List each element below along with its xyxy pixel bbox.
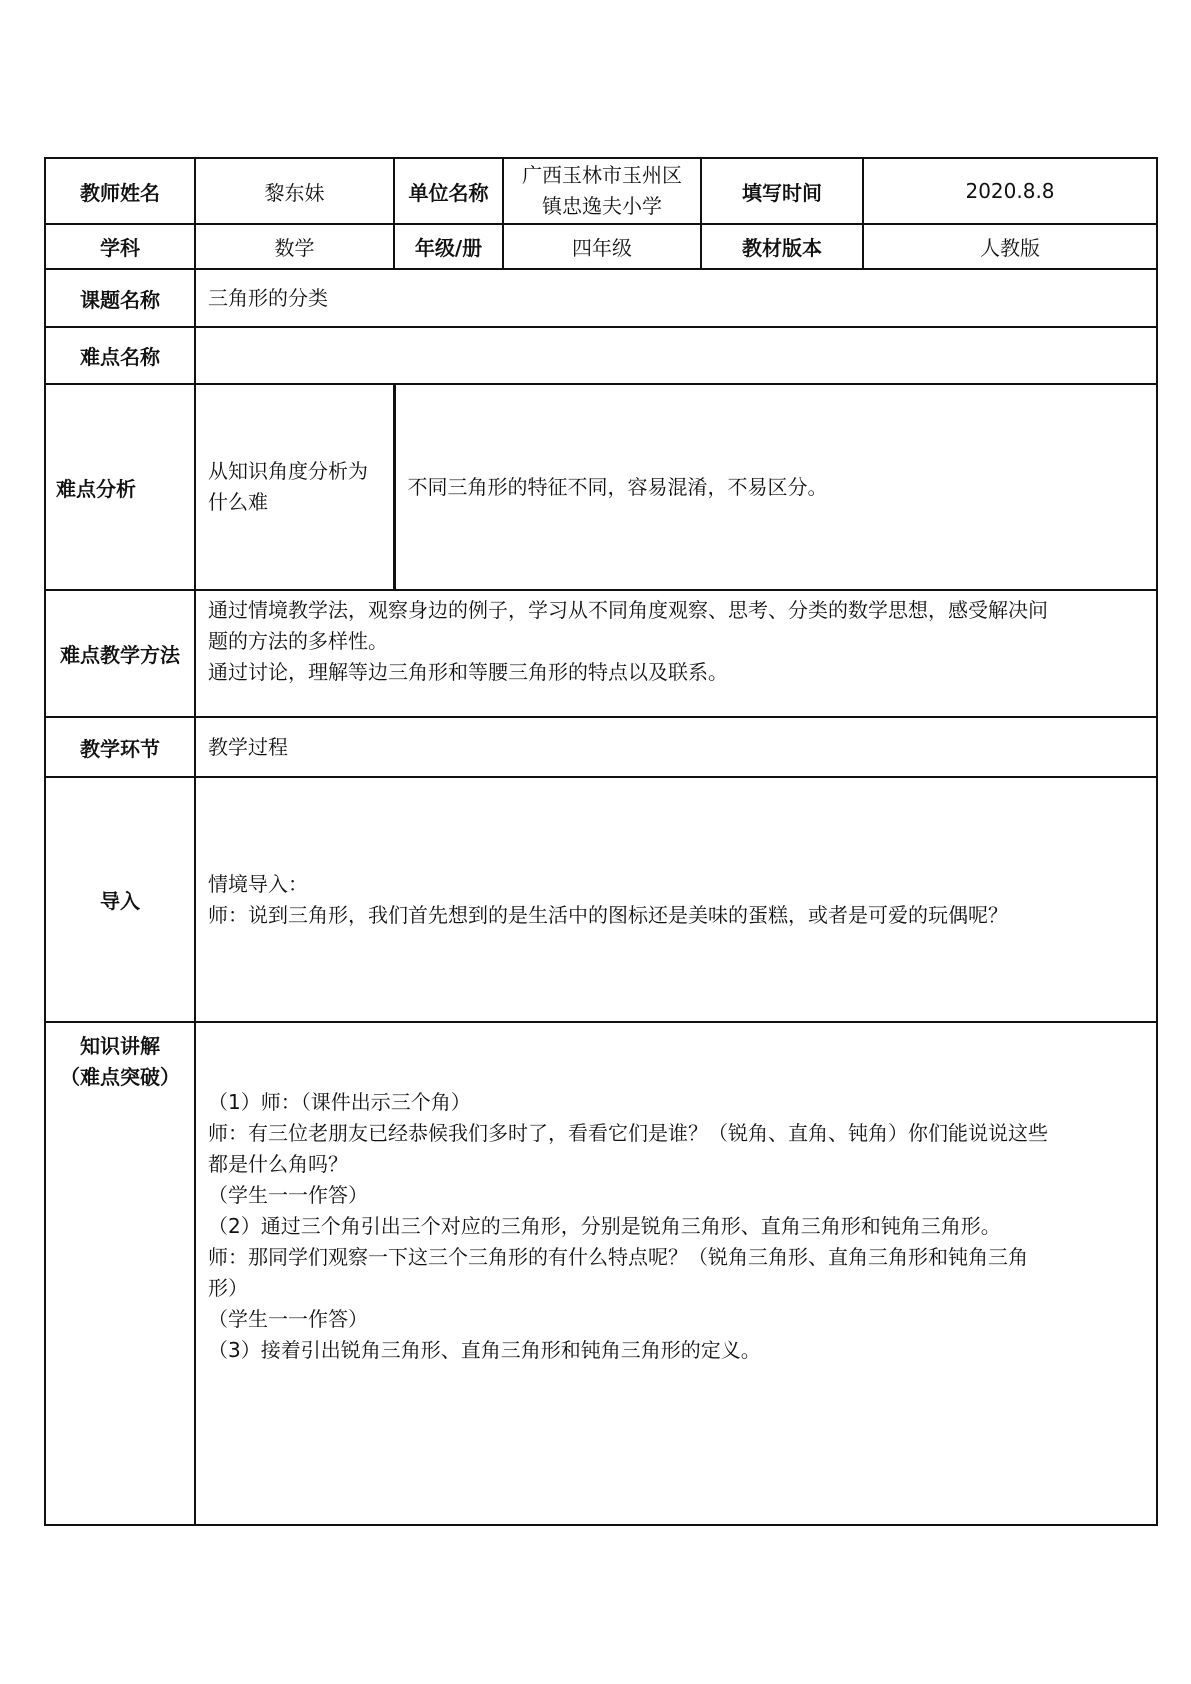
analysis-sublabel-line2: 什么难 [208,490,268,514]
explain-line: 师：那同学们观察一下这三个三角形的有什么特点呢？（锐角三角形、直角三角形和钝角三角 [208,1245,1028,1269]
row-teacher [45,158,1157,224]
intro-content [195,777,1157,1022]
form-table [44,157,1158,1526]
analysis-sublabel [195,384,394,590]
process-label: 教学环节 [45,717,195,777]
teacher-name-value: 黎东妹 [195,158,394,224]
subject-label: 学科 [45,224,195,269]
unit-name-line2: 镇忠逸夫小学 [542,194,662,218]
explain-line: （2）通过三个角引出三个对应的三角形，分别是锐角三角形、直角三角形和钝角三角形。 [208,1214,1001,1238]
method-label: 难点教学方法 [45,590,195,717]
explain-line: （3）接着引出锐角三角形、直角三角形和钝角三角形的定义。 [208,1338,761,1362]
fill-time-value: 2020.8.8 [863,158,1157,224]
analysis-sublabel-line1: 从知识角度分析为 [208,459,368,483]
explain-line: 都是什么角吗？ [208,1152,348,1176]
grade-label: 年级/册 [394,224,503,269]
row-method [45,590,1157,717]
intro-line1: 情境导入： [208,871,308,896]
edition-label: 教材版本 [701,224,863,269]
fill-time-label: 填写时间 [701,158,863,224]
difficulty-label: 难点名称 [45,327,195,384]
explain-label [45,1022,195,1525]
unit-name-line1: 广西玉林市玉州区 [522,163,682,187]
explain-line: （学生一一作答） [208,1307,368,1331]
row-explain [45,1022,1157,1525]
subject-value: 数学 [195,224,394,269]
row-topic [45,269,1157,327]
intro-line2: 师：说到三角形，我们首先想到的是生活中的图标还是美味的蛋糕，或者是可爱的玩偶呢？ [208,902,1008,927]
topic-label: 课题名称 [45,269,195,327]
row-subject [45,224,1157,269]
analysis-content: 不同三角形的特征不同，容易混淆，不易区分。 [394,384,1157,590]
explain-content [195,1022,1157,1525]
analysis-label: 难点分析 [45,384,195,590]
intro-label: 导入 [45,777,195,1022]
difficulty-value [195,327,1157,384]
explain-line: （学生一一作答） [208,1183,368,1207]
row-process [45,717,1157,777]
edition-value: 人教版 [863,224,1157,269]
method-line2: 题的方法的多样性。 [208,629,388,653]
teacher-name-label: 教师姓名 [45,158,195,224]
row-analysis [45,384,1157,590]
unit-name-label: 单位名称 [394,158,503,224]
process-value: 教学过程 [195,717,1157,777]
method-content [195,590,1157,717]
explain-line: 师：有三位老朋友已经恭候我们多时了，看看它们是谁？（锐角、直角、钝角）你们能说说这些 [208,1121,1048,1145]
method-line1: 通过情境教学法，观察身边的例子，学习从不同角度观察、思考、分类的数学思想，感受解决问 [208,598,1048,622]
explain-label-line2: （难点突破） [60,1065,180,1089]
explain-line: 形） [208,1276,248,1300]
grade-value: 四年级 [503,224,701,269]
row-intro [45,777,1157,1022]
explain-line: （1）师：（课件出示三个角） [208,1090,471,1114]
row-difficulty [45,327,1157,384]
topic-value: 三角形的分类 [195,269,1157,327]
method-line3: 通过讨论，理解等边三角形和等腰三角形的特点以及联系。 [208,660,728,684]
unit-name-value [503,158,701,224]
explain-label-line1: 知识讲解 [80,1034,160,1058]
lesson-plan-form [44,157,1156,1526]
